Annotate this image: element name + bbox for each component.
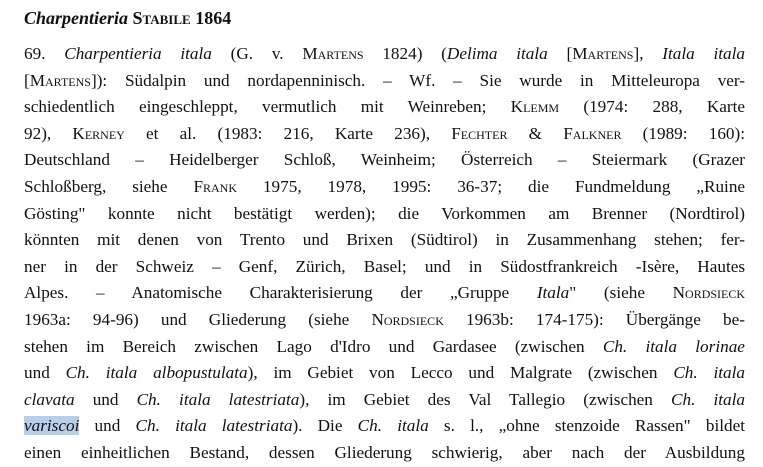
section-heading <box>24 6 745 30</box>
text-segment: und <box>24 363 66 383</box>
highlighted-text: variscoi <box>24 416 80 436</box>
text-segment: (1989: 160): <box>621 123 746 143</box>
text-line <box>24 147 745 174</box>
text-segment: Klemm <box>510 97 560 117</box>
text-segment: ]): Südalpin und nordapenninisch. – Wf. – Sie wurde in Mitteleuropa ver- <box>90 70 746 90</box>
text-line <box>24 121 745 148</box>
text-segment: ], <box>633 44 663 63</box>
text-segment: Ch. itala lorinae <box>602 336 745 356</box>
text-segment: Martens <box>29 70 91 90</box>
text-segment: schiedentlich eingeschleppt, vermutlich mit Weinreben; <box>24 97 511 117</box>
text-segment: Ch. itala latestriata <box>135 416 293 436</box>
text-segment: Schloßberg, siehe <box>24 176 194 196</box>
text-segment: Ch. itala <box>357 416 429 436</box>
text-segment: [ <box>547 44 573 63</box>
text-line <box>24 41 745 68</box>
text-line <box>24 254 745 281</box>
text-segment: Martens <box>302 44 364 63</box>
heading-year: 1864 <box>195 8 232 28</box>
text-segment: 1824) ( <box>363 44 447 63</box>
text-segment: s. l., „ohne stenzoide Rassen" bildet <box>428 416 745 436</box>
text-segment: ner in der Schweiz – Genf, Zürich, Basel; und in Südostfrankreich -Isère, Hautes <box>24 256 746 276</box>
text-line <box>24 227 745 254</box>
text-segment: Charpentieria itala <box>64 44 212 63</box>
text-segment: Nordsieck <box>371 309 444 329</box>
text-segment: Kerney <box>72 123 125 143</box>
text-line <box>24 68 745 95</box>
text-line <box>24 360 745 387</box>
text-segment: Nordsieck <box>672 283 746 303</box>
text-line <box>24 440 745 467</box>
text-segment: Gösting" konnte nicht bestätigt werden); die Vorkommen am Brenner (Nordtirol) <box>24 203 745 223</box>
text-segment: ). Die <box>292 416 358 436</box>
text-line <box>24 334 745 361</box>
text-line <box>24 94 745 121</box>
text-segment: 92), <box>24 123 73 143</box>
heading-author: Stabile <box>132 8 191 28</box>
text-segment: Ch. itala <box>673 363 745 383</box>
text-segment: 1963b: 174-175): Übergänge be- <box>443 309 745 329</box>
text-segment: " (siehe <box>569 283 673 303</box>
text-segment: Fechter <box>451 123 508 143</box>
text-segment: und <box>74 389 137 409</box>
text-segment: stehen im Bereich zwischen Lago d'Idro und Gardasee (zwischen <box>24 336 603 356</box>
text-segment: Ch. itala latestriata <box>136 389 300 409</box>
text-segment: Ch. itala albopustulata <box>65 363 248 383</box>
text-segment: Deutschland – Heidelberger Schloß, Weinheim; Österreich – Steiermark (Grazer <box>24 150 745 170</box>
text-line <box>24 201 745 228</box>
text-line <box>24 280 745 307</box>
text-line <box>24 174 745 201</box>
text-segment: 69. <box>24 44 65 63</box>
text-segment: und <box>79 416 136 436</box>
text-segment: Itala itala <box>662 44 745 63</box>
text-segment: 1975, 1978, 1995: 36-37; die Fundmeldung „Ruine <box>237 176 746 196</box>
text-segment: Martens <box>572 44 634 63</box>
text-segment: einen einheitlichen Bestand, dessen Gliederung schwierig, aber nach der Ausbildung <box>24 442 745 462</box>
text-segment: 1963a: 94-96) und Gliederung (siehe <box>24 309 372 329</box>
heading-genus: Charpentieria <box>24 8 129 28</box>
text-segment: Delima itala <box>446 44 548 63</box>
text-segment: Frank <box>193 176 238 196</box>
text-segment: Alpes. – Anatomische Charakterisierung der „Gruppe <box>24 283 537 303</box>
text-segment: Itala <box>536 283 570 303</box>
text-segment: könnten mit denen von Trento und Brixen (Südtirol) in Zusammenhang stehen; fer- <box>24 230 746 250</box>
text-segment: Falkner <box>563 123 622 143</box>
text-segment: (1974: 288, Karte <box>559 97 746 117</box>
text-segment: (G. v. <box>211 44 303 63</box>
text-segment: Ch. itala <box>671 389 745 409</box>
text-line <box>24 413 745 440</box>
text-segment: ), im Gebiet des Val Tallegio (zwischen <box>299 389 672 409</box>
text-line <box>24 387 745 414</box>
text-segment: & <box>507 123 564 143</box>
text-segment: [ <box>24 70 30 90</box>
text-segment: et al. (1983: 216, Karte 236), <box>124 123 452 143</box>
text-segment: clavata <box>24 389 75 409</box>
text-segment: ), im Gebiet von Lecco und Malgrate (zwischen <box>247 363 674 383</box>
body-paragraph <box>24 41 745 467</box>
text-line <box>24 307 745 334</box>
